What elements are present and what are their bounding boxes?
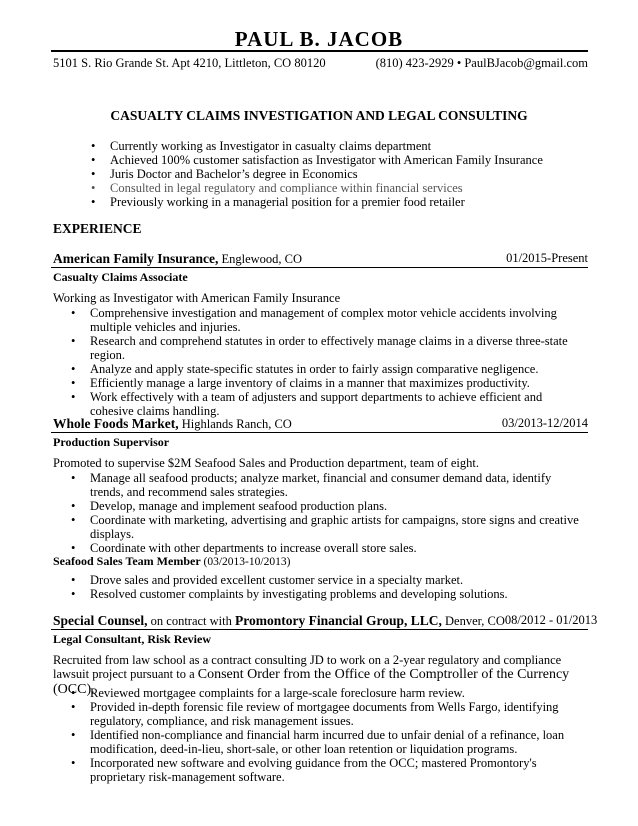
job-location: Highlands Ranch, CO [178,417,292,431]
contract-text: on contract with [147,614,235,628]
job-header [53,251,588,267]
experience-heading: EXPERIENCE [53,221,142,236]
candidate-name: PAUL B. JACOB [234,27,404,51]
job-dates: 03/2013-12/2014 [501,416,588,430]
job-divider [51,432,588,433]
bullet-separator: • [456,56,462,70]
job-bullet: • Provided in-depth forensic file review of mortgagee documents from Wells Fargo, identifying regulatory, compliance, and risk management issues. [90,700,588,728]
company-name: Whole Foods Market, [53,416,179,431]
job-dates: 01/2015-Present [506,251,588,265]
job-title: Casualty Claims Associate [53,270,188,284]
job-title: Legal Consultant, Risk Review [53,632,212,646]
job-divider [51,267,588,268]
job-location: Denver, CO [441,614,505,628]
job-bullet: • Resolved customer complaints by investigating problems and developing solutions. [90,587,588,601]
job-bullets [90,471,588,555]
sub-position [53,554,290,569]
job-bullet: • Drove sales and provided excellent customer service in a specialty market. [90,573,588,587]
job-bullet: • Identified non-compliance and financial harm incurred due to unfair denial of a refinance, loan modification, deed-in-lieu, short-sale, or other loan retention or liquidation programs. [90,728,588,756]
address: 5101 S. Rio Grande St. Apt 4210, Littleton, CO 80120 [53,56,326,70]
phone: (810) 423-2929 [375,56,454,70]
job-bullets [90,306,588,418]
summary-item: • Previously working in a managerial position for a premier food retailer [110,195,543,209]
job-bullet: • Efficiently manage a large inventory of claims in a manner that maximizes productivity. [90,376,588,390]
contact-info [376,56,588,71]
job-header [53,613,598,629]
employer [53,416,292,432]
job-bullet: • Develop, manage and implement seafood production plans. [90,499,588,513]
job-header [53,416,588,432]
job-bullet: • Comprehensive investigation and management of complex motor vehicle accidents involving multiple vehicles and injuries. [90,306,588,334]
job-bullet: • Analyze and apply state-specific statutes in order to fairly assign comparative negligence. [90,362,588,376]
job-bullet: • Incorporated new software and evolving guidance from the OCC; mastered Promontory's proprietary risk-management software. [90,756,588,784]
employer [53,613,505,629]
job-location: Englewood, CO [218,252,303,266]
company-name: American Family Insurance, [53,251,219,266]
job-bullet: • Work effectively with a team of adjusters and support departments to achieve efficient and cohesive claims handling. [90,390,588,418]
company-name: Special Counsel, [53,613,148,628]
client-name: Promontory Financial Group, LLC, [235,613,442,628]
job-description: Promoted to supervise $2M Seafood Sales and Production department, team of eight. [53,456,479,470]
sub-position-dates: (03/2013-10/2013) [200,556,291,568]
summary-list [110,139,543,209]
objective-title: CASUALTY CLAIMS INVESTIGATION AND LEGAL CONSULTING [110,108,528,123]
employer [53,251,302,267]
email: PaulBJacob@gmail.com [464,56,588,70]
job-bullet: • Coordinate with other departments to increase overall store sales. [90,541,588,555]
job-bullet: • Coordinate with marketing, advertising and graphic artists for campaigns, store signs and creative displays. [90,513,588,541]
job-description: Working as Investigator with American Family Insurance [53,291,341,305]
job-bullet: • Reviewed mortgagee complaints for a large-scale foreclosure harm review. [90,686,588,700]
description-text-emphasis: Consent Order from the Office of the Comptroller of the Currency (OCC). [53,667,570,697]
summary-item: • Currently working as Investigator in casualty claims department [110,139,543,153]
job-bullet: • Manage all seafood products; analyze market, financial and consumer demand data, identify trends, and recommend sales strategies. [90,471,588,499]
job-bullets [90,686,588,784]
header-divider [51,50,588,52]
sub-position-bullets [90,573,588,601]
description-text: Recruited from law school as a contract consulting JD to work on a 2-year regulatory and compliance lawsuit project pursuant to a [53,653,562,681]
sub-position-title: Seafood Sales Team Member [53,554,201,568]
job-divider [51,629,588,630]
job-bullet: • Research and comprehend statutes in order to effectively manage claims in a diverse three-state region. [90,334,588,362]
job-title: Production Supervisor [53,435,170,449]
summary-item: • Achieved 100% customer satisfaction as Investigator with American Family Insurance [110,153,543,167]
summary-item: • Consulted in legal regulatory and compliance within financial services [110,181,543,195]
job-dates: 08/2012 - 01/2013 [504,613,598,627]
summary-item: • Juris Doctor and Bachelor’s degree in Economics [110,167,543,181]
